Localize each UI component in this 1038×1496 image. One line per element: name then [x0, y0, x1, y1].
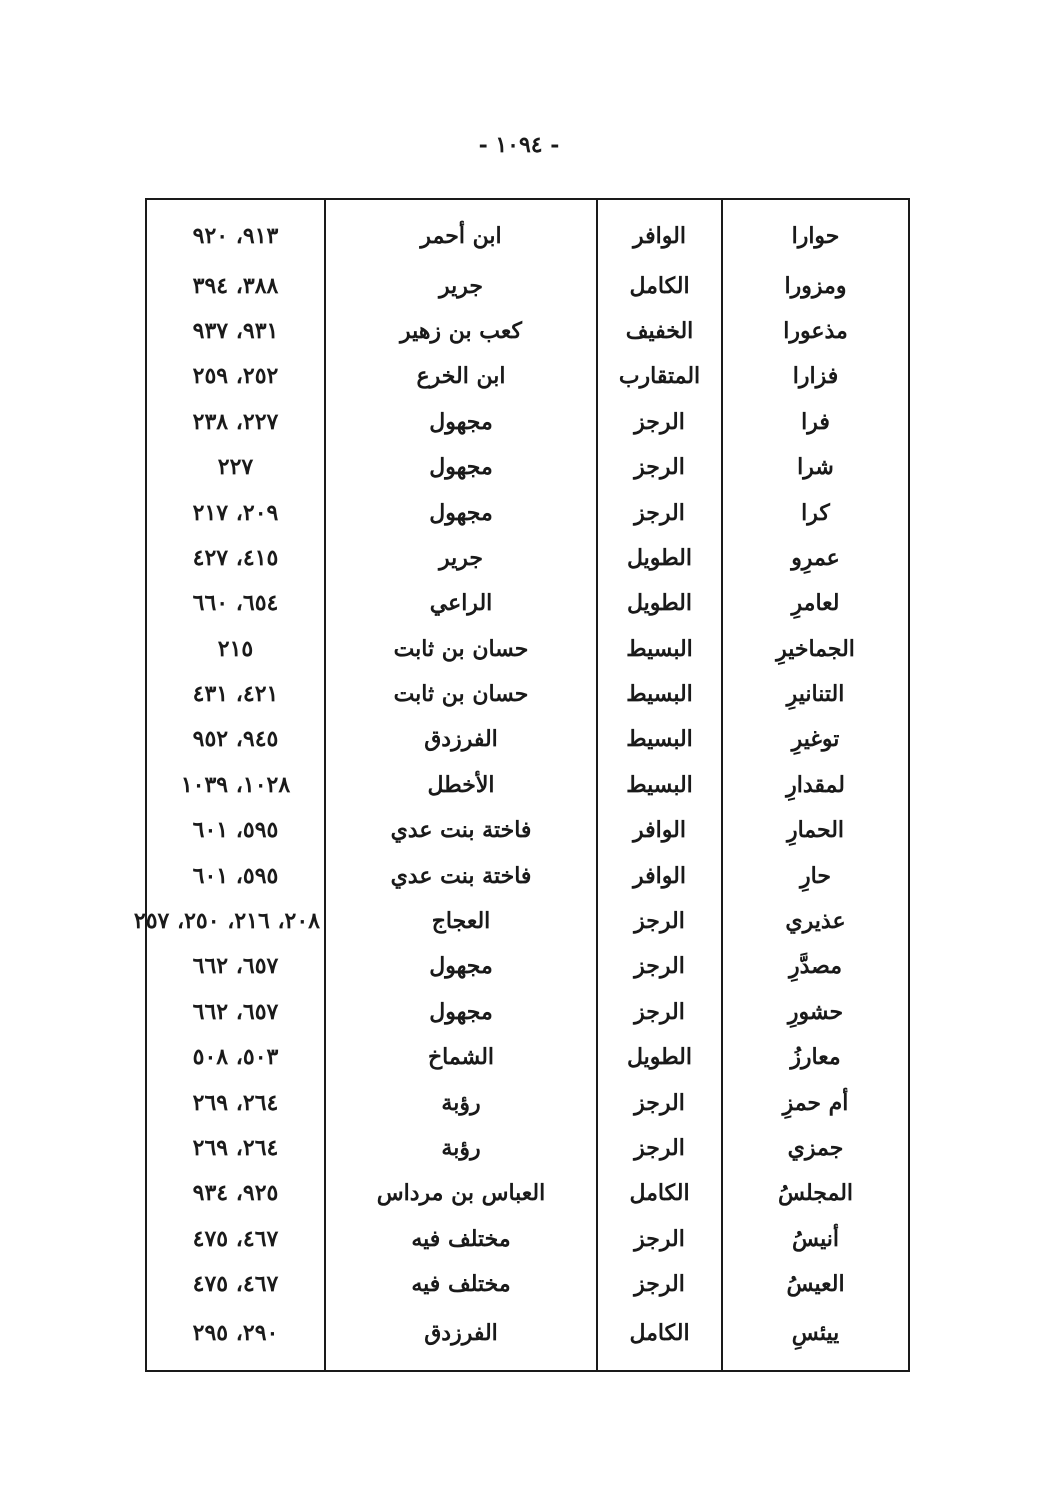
pages-cell: ٤٦٧، ٤٧٥ [192, 1271, 279, 1298]
rhyme-cell: عذيري [722, 898, 908, 943]
table-row [147, 1171, 908, 1216]
poet-cell: العباس بن مرداس [325, 1171, 597, 1216]
pages-cell: ٢٢٧، ٢٣٨ [192, 408, 279, 435]
rhyme-cell: جمزي [722, 1125, 908, 1170]
rhyme-cell: المجلسُ [722, 1171, 908, 1216]
table-row [147, 808, 908, 853]
pages-cell: ١٠٢٨، ١٠٣٩ [180, 771, 291, 798]
pages-cell: ٩٢٥، ٩٣٤ [192, 1180, 279, 1207]
rhyme-cell: العيسُ [722, 1261, 908, 1306]
rhyme-cell: أم حمزِ [722, 1080, 908, 1125]
poet-cell: مختلف فيه [325, 1216, 597, 1261]
table-row [147, 853, 908, 898]
rhyme-cell: التنانيرِ [722, 671, 908, 716]
table-row [147, 989, 908, 1034]
rhyme-cell: شرا [722, 444, 908, 489]
poet-cell: مجهول [325, 444, 597, 489]
table-row [147, 308, 908, 353]
poet-cell: الراعي [325, 581, 597, 626]
rhyme-cell: معارزُ [722, 1035, 908, 1080]
meter-cell: الكامل [597, 1307, 722, 1370]
meter-cell: الرجز [597, 444, 722, 489]
poetry-index-table-grid [133, 200, 908, 1370]
rhyme-cell: توغيرِ [722, 717, 908, 762]
meter-cell: الوافر [597, 808, 722, 853]
meter-cell: الرجز [597, 989, 722, 1034]
pages-cell: ٢٠٨، ٢١٦، ٢٥٠، ٢٥٧ [133, 908, 320, 935]
table-row [147, 626, 908, 671]
poet-cell: مجهول [325, 399, 597, 444]
rhyme-cell: ييئسِ [722, 1307, 908, 1370]
meter-cell: الرجز [597, 944, 722, 989]
meter-cell: الطويل [597, 1035, 722, 1080]
table-row [147, 671, 908, 716]
table-row [147, 200, 908, 263]
pages-cell: ٢٢٧ [217, 454, 254, 481]
pages-cell: ٩٤٥، ٩٥٢ [192, 726, 279, 753]
rhyme-cell: حارِ [722, 853, 908, 898]
pages-cell: ٦٥٧، ٦٦٢ [192, 998, 279, 1025]
rhyme-cell: ومزورا [722, 263, 908, 308]
poet-cell: ابن الخرع [325, 354, 597, 399]
table-row [147, 1125, 908, 1170]
pages-cell: ٢٦٤، ٢٦٩ [192, 1134, 279, 1161]
table-row [147, 535, 908, 580]
meter-cell: الطويل [597, 581, 722, 626]
poet-cell: حسان بن ثابت [325, 626, 597, 671]
meter-cell: الرجز [597, 1261, 722, 1306]
pages-cell: ٥٩٥، ٦٠١ [192, 817, 279, 844]
pages-cell: ٦٥٤، ٦٦٠ [192, 590, 279, 617]
rhyme-cell: الحمارِ [722, 808, 908, 853]
rhyme-cell: كرا [722, 490, 908, 535]
table-row [147, 444, 908, 489]
poet-cell: مجهول [325, 490, 597, 535]
table-row [147, 717, 908, 762]
poet-cell: رؤبة [325, 1080, 597, 1125]
pages-cell: ٤٦٧، ٤٧٥ [192, 1225, 279, 1252]
meter-cell: الرجز [597, 490, 722, 535]
table-row [147, 263, 908, 308]
pages-cell: ٩٣١، ٩٣٧ [192, 317, 279, 344]
table-row [147, 1035, 908, 1080]
table-row [147, 354, 908, 399]
poet-cell: فاختة بنت عدي [325, 808, 597, 853]
meter-cell: الكامل [597, 1171, 722, 1216]
meter-cell: الرجز [597, 399, 722, 444]
rhyme-cell: فرا [722, 399, 908, 444]
pages-cell: ٤٢١، ٤٣١ [192, 681, 279, 708]
pages-cell: ٦٥٧، ٦٦٢ [192, 953, 279, 980]
pages-cell: ٩١٣، ٩٢٠ [192, 223, 279, 250]
meter-cell: الكامل [597, 263, 722, 308]
table-row [147, 581, 908, 626]
rhyme-cell: عمرِو [722, 535, 908, 580]
meter-cell: الخفيف [597, 308, 722, 353]
poet-cell: الفرزدق [325, 1307, 597, 1370]
poet-cell: الفرزدق [325, 717, 597, 762]
table-row [147, 762, 908, 807]
poet-cell: حسان بن ثابت [325, 671, 597, 716]
pages-cell: ٥٠٣، ٥٠٨ [192, 1044, 279, 1071]
table-body [133, 200, 908, 1370]
poet-cell: العجاج [325, 898, 597, 943]
pages-cell: ٤١٥، ٤٢٧ [192, 544, 279, 571]
pages-cell: ٢٥٢، ٢٥٩ [192, 363, 279, 390]
rhyme-cell: مصدَّرِ [722, 944, 908, 989]
meter-cell: البسيط [597, 762, 722, 807]
poet-cell: مختلف فيه [325, 1261, 597, 1306]
meter-cell: الرجز [597, 1216, 722, 1261]
poet-cell: مجهول [325, 989, 597, 1034]
poet-cell: ابن أحمر [325, 200, 597, 263]
meter-cell: الرجز [597, 898, 722, 943]
poet-cell: جرير [325, 535, 597, 580]
table-row [147, 1216, 908, 1261]
poet-cell: الشماخ [325, 1035, 597, 1080]
page-number: - ١٠٩٤ - [478, 132, 560, 158]
meter-cell: الرجز [597, 1125, 722, 1170]
poet-cell: فاختة بنت عدي [325, 853, 597, 898]
poetry-index-table [133, 198, 910, 1372]
rhyme-cell: فزارا [722, 354, 908, 399]
meter-cell: البسيط [597, 717, 722, 762]
meter-cell: الوافر [597, 200, 722, 263]
meter-cell: الطويل [597, 535, 722, 580]
pages-cell: ٢٠٩، ٢١٧ [192, 499, 279, 526]
table-row [147, 1261, 908, 1306]
pages-cell: ٥٩٥، ٦٠١ [192, 862, 279, 889]
pages-cell: ٢٦٤، ٢٦٩ [192, 1089, 279, 1116]
rhyme-cell: لعامرِ [722, 581, 908, 626]
table-row [147, 1307, 908, 1370]
pages-cell: ٢٩٠، ٢٩٥ [192, 1320, 279, 1347]
pages-cell: ٢١٥ [217, 635, 254, 662]
table-row [147, 399, 908, 444]
table-row [147, 944, 908, 989]
rhyme-cell: لمقدارِ [722, 762, 908, 807]
poet-cell: مجهول [325, 944, 597, 989]
table-row [147, 898, 908, 943]
meter-cell: البسيط [597, 626, 722, 671]
rhyme-cell: أنيسُ [722, 1216, 908, 1261]
poet-cell: رؤبة [325, 1125, 597, 1170]
rhyme-cell: الجماخيرِ [722, 626, 908, 671]
meter-cell: الرجز [597, 1080, 722, 1125]
pages-cell: ٣٨٨، ٣٩٤ [192, 272, 279, 299]
poet-cell: جرير [325, 263, 597, 308]
poet-cell: كعب بن زهير [325, 308, 597, 353]
table-row [147, 1080, 908, 1125]
meter-cell: الوافر [597, 853, 722, 898]
rhyme-cell: مذعورا [722, 308, 908, 353]
table-row [147, 490, 908, 535]
rhyme-cell: حشورِ [722, 989, 908, 1034]
meter-cell: البسيط [597, 671, 722, 716]
meter-cell: المتقارب [597, 354, 722, 399]
rhyme-cell: حوارا [722, 200, 908, 263]
poet-cell: الأخطل [325, 762, 597, 807]
